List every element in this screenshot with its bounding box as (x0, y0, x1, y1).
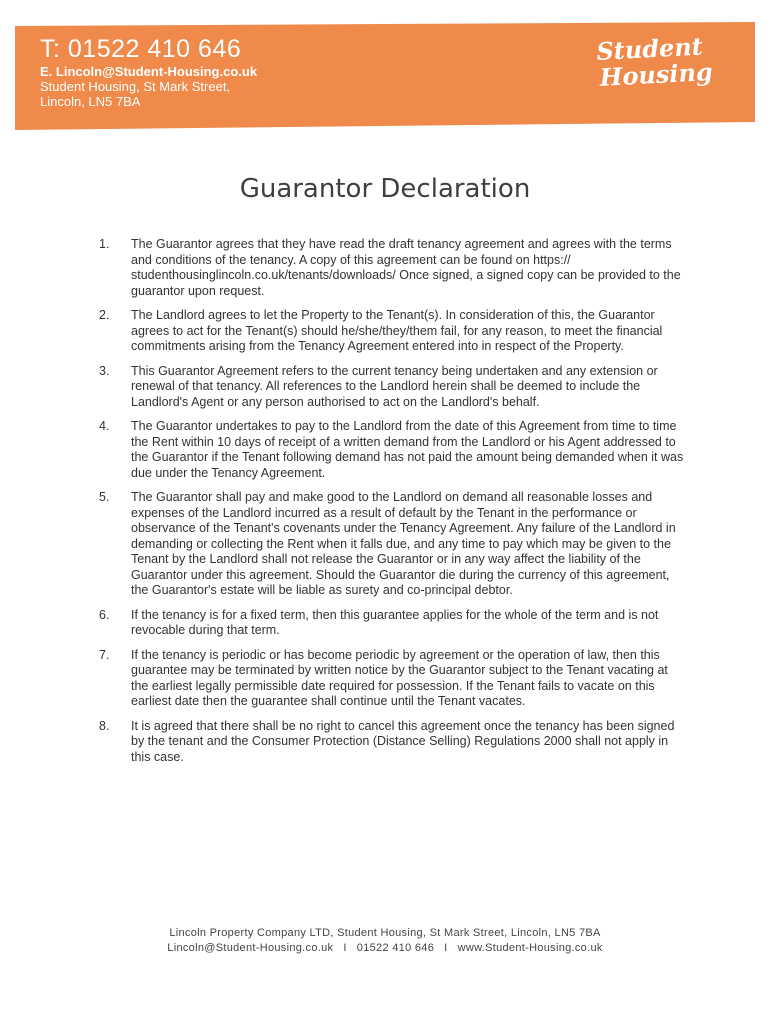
clause-number: 3. (99, 363, 110, 378)
clause-number: 6. (99, 607, 110, 622)
clause-number: 2. (99, 308, 110, 322)
clause-item (0, 490, 770, 599)
student-housing-logo (596, 33, 714, 91)
clause-text: If the tenancy is for a fixed term, then this guarantee applies for the whole of the term and is not revocable during that term. (131, 607, 659, 637)
footer-line2: Lincoln@Student-Housing.co.uk I 01522 410 646 I www.Student-Housing.co.uk (167, 942, 603, 954)
clause-number: 5. (99, 490, 110, 504)
header-email[interactable]: E. Lincoln@Student-Housing.co.uk (40, 64, 258, 79)
page-title: Guarantor Declaration (239, 174, 531, 204)
clause-number: 7. (99, 647, 110, 662)
clause-item (0, 719, 770, 766)
clause-text: The Landlord agrees to let the Property to the Tenant(s). In consideration of this, the Guarantor agrees to act for the Tenant(s) should he/she/they/them fail, for any reason, to meet the financial commitments arising from the Tenancy Agreement entered into in respect of the Property. (131, 308, 663, 353)
clause-item (0, 364, 770, 411)
page-footer (0, 926, 770, 956)
header-contact (40, 34, 257, 109)
clause-number: 8. (99, 718, 110, 733)
clause-text: The Guarantor shall pay and make good to the Landlord on demand all reasonable losses and expenses of the Landlord incurred as a result of default by the Tenant in the performance or observance of the Tenant's covenants under the Tenancy Agreement. Any failure of the Landlord in demanding or collecting the Rent when it falls due, and any time to pay which may be given to the Tenant by the Landlord shall not release the Guarantor or in any way affect the liability of the Guarantor under this agreement. Should the Guarantor die during the currency of this agreement, the Guarantor's estate will be liable as surety and co-principal debtor. (131, 490, 676, 597)
clause-text: If the tenancy is periodic or has become periodic by agreement or the operation of law, then this guarantee may be terminated by written notice by the Guarantor subject to the Tenant vacating at the earliest legally permissible date required for possession. If the Tenant fails to vacate on this earliest date then the guarantee shall continue until the Tenant vacates. (131, 647, 668, 708)
clause-list (0, 237, 770, 774)
header-phone: T: 01522 410 646 (40, 35, 242, 63)
clause-item (0, 237, 770, 299)
clause-item (0, 608, 770, 639)
clause-number: 4. (99, 419, 110, 433)
logo-line1: Student (595, 31, 704, 67)
clause-number: 1. (99, 237, 110, 251)
clause-item (0, 419, 770, 481)
header-address-line2: Lincoln, LN5 7BA (40, 94, 141, 109)
clause-text: This Guarantor Agreement refers to the current tenancy being undertaken and any extension or renewal of that tenancy. All references to the Landlord herein shall be deemed to include the Landlord's Agent or any person authorised to act on the Landlord's behalf. (131, 363, 658, 409)
clause-text: It is agreed that there shall be no right to cancel this agreement once the tenancy has been signed by the tenant and the Consumer Protection (Distance Selling) Regulations 2000 shall not apply in this case. (131, 718, 675, 764)
clause-item (0, 648, 770, 710)
footer-line1: Lincoln Property Company LTD, Student Housing, St Mark Street, Lincoln, LN5 7BA (169, 927, 601, 939)
logo-line2: Housing (598, 56, 714, 92)
clause-item (0, 308, 770, 355)
clause-text: The Guarantor undertakes to pay to the Landlord from the date of this Agreement from time to time the Rent within 10 days of receipt of a written demand from the Landlord or his Agent addressed to the Guarantor if the Tenant following demand has not paid the amount being demanded when it was due under the Tenancy Agreement. (131, 419, 684, 480)
header-address-line1: Student Housing, St Mark Street, (40, 79, 231, 94)
clause-text: The Guarantor agrees that they have read the draft tenancy agreement and agrees with the terms and conditions of the tenancy. A copy of this agreement can be found on https:// studenthousinglincoln.co.uk/tenants/downloads/ Once signed, a signed copy can be provided to the guarantor upon request. (131, 237, 681, 298)
